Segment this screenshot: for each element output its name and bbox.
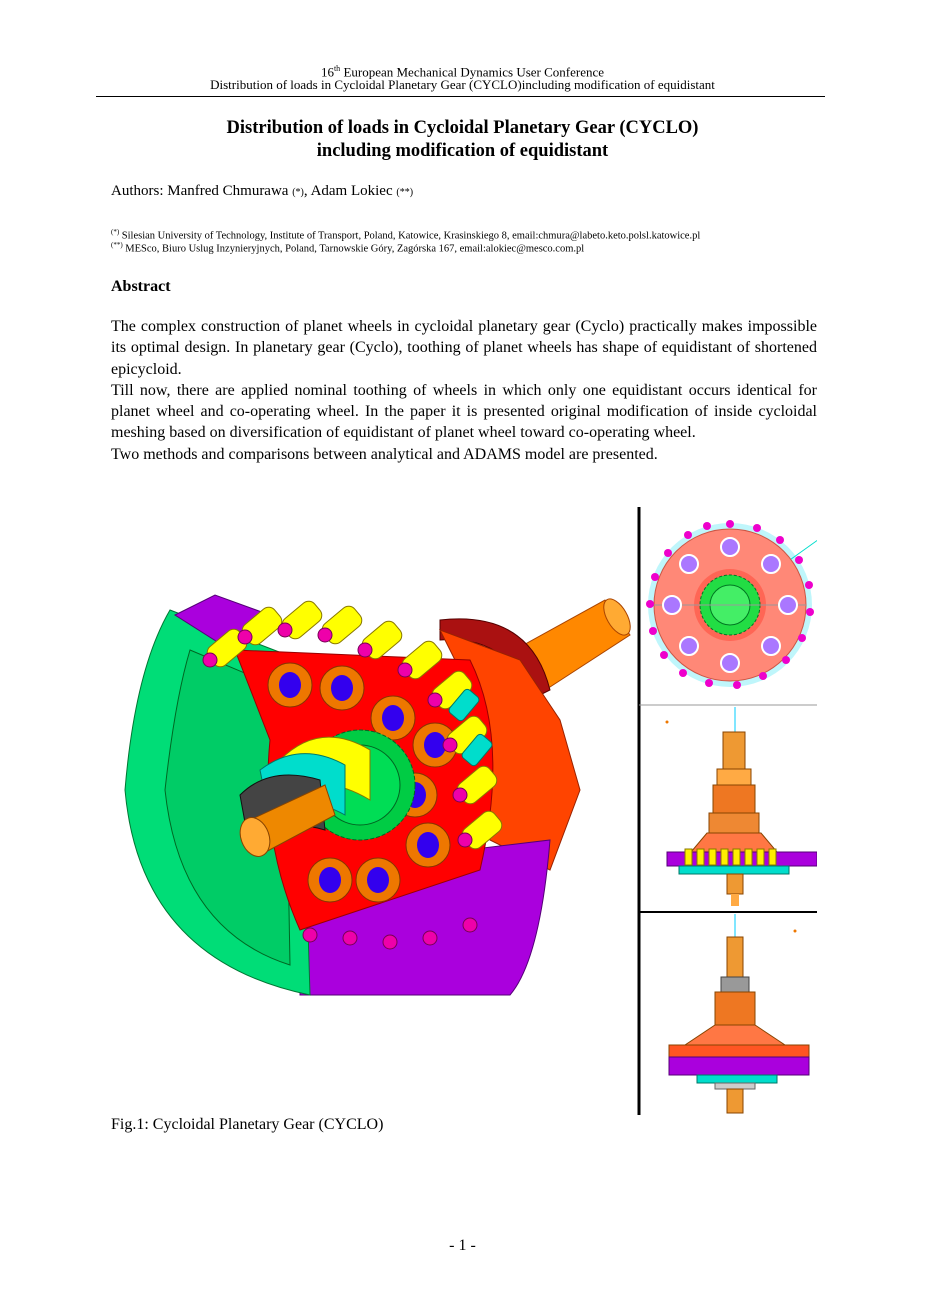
affiliation-2-mark: (**) xyxy=(111,241,123,249)
abstract-heading: Abstract xyxy=(111,278,171,295)
authors-prefix: Authors: Manfred Chmurawa xyxy=(111,183,293,199)
conference-ordinal: 16 xyxy=(320,64,334,80)
authors-line xyxy=(111,183,413,200)
affiliation-1-text: Silesian University of Technology, Institute of Transport, Poland, Katowice, Krasinskiego 8, email:chmura@labeto.keto.polsl.katowice.pl xyxy=(119,230,701,242)
authors-second: , Adam Lokiec xyxy=(303,183,397,199)
affiliation-2-text: MESco, Biuro Uslug Inzynieryjnych, Poland, Tarnowskie Góry, Zagórska 167, email:alokiec@mesco.com.pl xyxy=(122,243,585,255)
front-view-disc xyxy=(646,520,817,689)
abstract-paragraph: The complex construction of planet wheels in cycloidal planetary gear (Cyclo) practically makes impossible its optimal design. In planetary gear (Cyclo), toothing of planet wheels has shape of equidistant of shortened epicycloid. xyxy=(111,318,817,378)
abstract-body xyxy=(111,316,817,465)
paper-title-line1: Distribution of loads in Cycloidal Planetary Gear (CYCLO) xyxy=(226,118,699,138)
abstract-paragraph: Till now, there are applied nominal toothing of wheels in which only one equidistant occurs identical for planet wheel and co-operating wheel. In the paper it is presented original modification of inside cycloidal meshing based on diversification of equidistant of planet wheel toward co-operating wheel. xyxy=(111,381,817,442)
header-rule xyxy=(96,96,825,97)
affiliation-1-mark: (*) xyxy=(111,228,120,236)
cyclo-gear-views xyxy=(637,507,817,1115)
conference-name: European Mechanical Dynamics User Conference xyxy=(340,64,605,80)
section-view xyxy=(666,707,818,906)
page-number: - 1 - xyxy=(449,1237,476,1254)
side-view xyxy=(669,914,809,1113)
affiliation-2 xyxy=(111,239,584,256)
conference-ordinal-suffix: th xyxy=(333,64,341,73)
running-title: Distribution of loads in Cycloidal Planetary Gear (CYCLO)including modification of equidistant xyxy=(210,77,715,92)
author2-mark: (**) xyxy=(396,187,414,198)
paper-title-line2: including modification of equidistant xyxy=(316,141,609,161)
abstract-paragraph: Two methods and comparisons between analytical and ADAMS model are presented. xyxy=(111,445,658,463)
author1-mark: (*) xyxy=(292,187,304,198)
figure-caption: Fig.1: Cycloidal Planetary Gear (CYCLO) xyxy=(111,1116,384,1133)
cyclo-gear-3d-illustration xyxy=(110,540,635,1020)
